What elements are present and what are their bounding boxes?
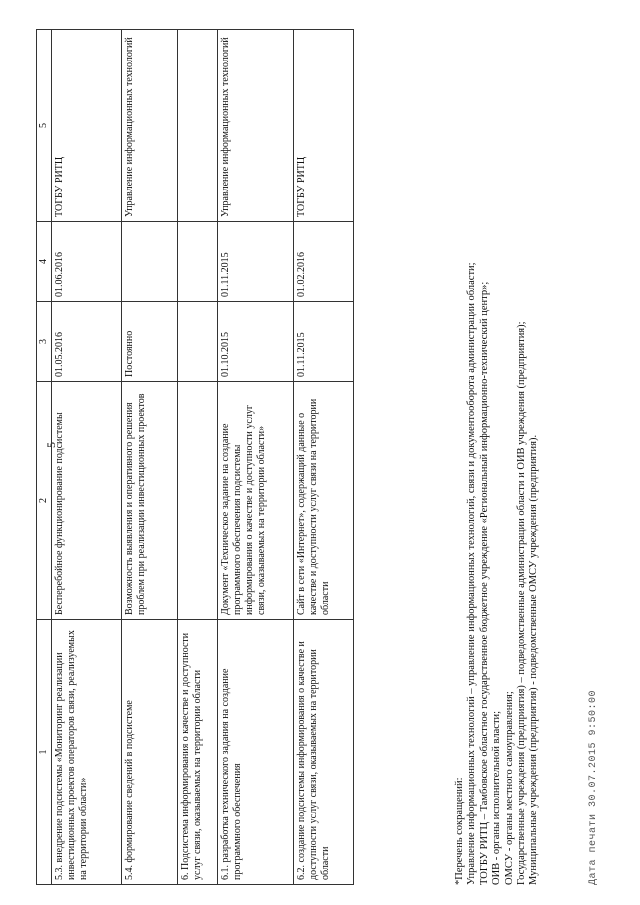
plan-table (36, 29, 354, 885)
cell-result: Бесперебойное функционирование подсистемы (52, 382, 122, 620)
cell-activity: 6.1. разработка технического задания на создание программного обеспечения (218, 620, 294, 885)
footnote-line: Государственные учреждения (предприятия) – подведомственные администрации области и ОИВ учреждения (предприятия); (515, 321, 527, 885)
column-header-4: 4 (37, 222, 52, 302)
cell-start-date: 01.10.2015 (218, 302, 294, 382)
footnote-line: ОМСУ - органы местного самоуправления; (503, 691, 515, 885)
table-row (122, 30, 178, 885)
column-header-2: 2 (37, 382, 52, 620)
table-row (218, 30, 294, 885)
cell-start-date: Постоянно (122, 302, 178, 382)
table-row (178, 30, 218, 885)
cell-end-date (178, 222, 218, 302)
table-row (52, 30, 122, 885)
cell-responsible: ТОГБУ РИТЦ (52, 30, 122, 222)
cell-result: Сайт в сети «Интернет», содержащий данные о качестве и доступности услуг связи на территории области (294, 382, 354, 620)
footnote-line: ОИВ - органы исполнительной власти; (491, 710, 503, 885)
rotated-document (36, 25, 636, 885)
table-row (294, 30, 354, 885)
footnote-line: Управление информационных технологий – управление информационных технологий, связи и документооборота администрации области; (466, 262, 478, 885)
cell-end-date: 01.11.2015 (218, 222, 294, 302)
page-number: 5 (44, 442, 58, 448)
cell-responsible: Управление информационных технологий (122, 30, 178, 222)
cell-start-date (178, 302, 218, 382)
cell-responsible: Управление информационных технологий (218, 30, 294, 222)
cell-section-title: 6. Подсистема информирования о качестве и доступности услуг связи, оказываемых на территории области (178, 620, 218, 885)
print-date: Дата печати 30.07.2015 9:50:00 (588, 689, 599, 885)
cell-responsible (178, 30, 218, 222)
cell-end-date: 01.06.2016 (52, 222, 122, 302)
cell-activity: 5.4. формирование сведений в подсистеме (122, 620, 178, 885)
cell-end-date: 01.02.2016 (294, 222, 354, 302)
abbreviations-footnote (454, 30, 541, 885)
column-header-1: 1 (37, 620, 52, 885)
cell-result: Возможность выявления и оперативного решения проблем при реализации инвестиционных проектов (122, 382, 178, 620)
column-header-3: 3 (37, 302, 52, 382)
cell-end-date (122, 222, 178, 302)
cell-start-date: 01.11.2015 (294, 302, 354, 382)
cell-activity: 5.3. внедрение подсистемы «Мониторинг реализации инвестиционных проектов операторов связи, реализуемых на территории области» (52, 620, 122, 885)
column-header-5: 5 (37, 30, 52, 222)
footnote-line: Муниципальные учреждения (предприятия) - подведомственные ОМСУ учреждения (предприятия). (528, 434, 540, 885)
cell-start-date: 01.05.2016 (52, 302, 122, 382)
footnote-line: ТОГБУ РИТЦ – Тамбовское областное государственное бюджетное учреждение «Региональный информационно-технический центр»; (478, 281, 490, 885)
cell-activity: 6.2. создание подсистемы информирования о качестве и доступности услуг связи, оказываемых на территории области (294, 620, 354, 885)
footnote-title: *Перечень сокращений: (454, 777, 465, 885)
cell-result: Документ «Техническое задание на создание программного обеспечения подсистемы информирования о качестве и доступности услуг связи, оказываемых на территории области» (218, 382, 294, 620)
table-header-row (37, 30, 52, 885)
cell-result (178, 382, 218, 620)
cell-responsible: ТОГБУ РИТЦ (294, 30, 354, 222)
